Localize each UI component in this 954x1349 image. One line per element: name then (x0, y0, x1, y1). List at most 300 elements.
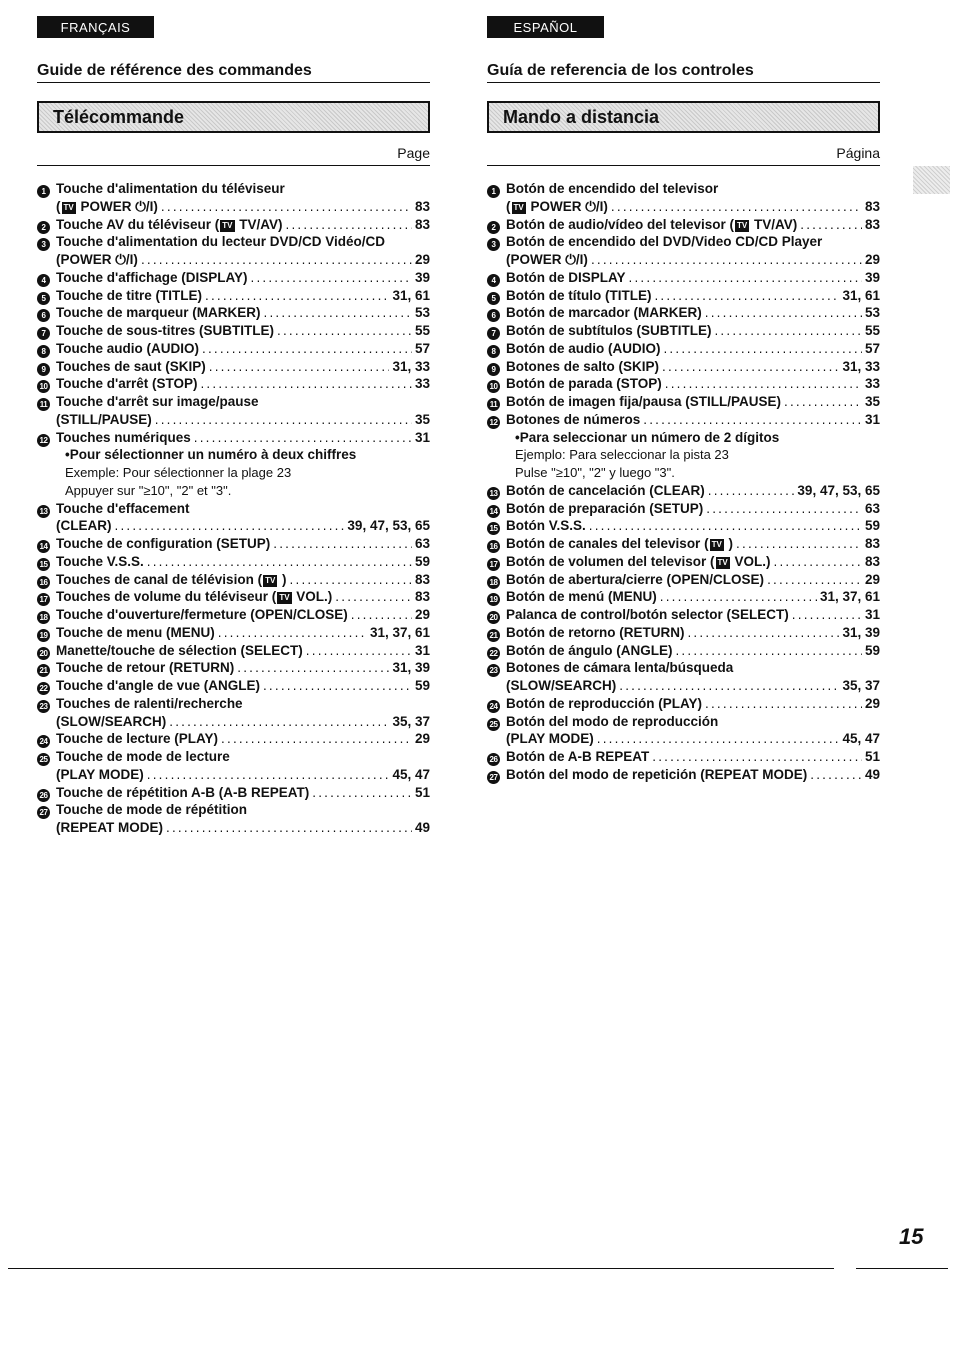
leader-dots (200, 375, 411, 393)
leader-dots (147, 766, 390, 784)
item-page-ref: 53 (864, 305, 880, 321)
list-item (487, 766, 880, 784)
item-label: Ejemplo: Para seleccionar la pista 23 (515, 447, 729, 463)
leader-dots (237, 659, 389, 677)
list-item (37, 713, 430, 731)
item-number-badge: 3 (487, 238, 500, 251)
list-item (37, 695, 430, 713)
leader-dots (654, 287, 839, 305)
page-number: 15 (899, 1224, 924, 1249)
item-number-badge: 23 (37, 700, 50, 713)
item-page-ref: 31 (414, 429, 430, 445)
leader-dots (166, 819, 412, 837)
item-label: Botón del modo de reproducción (506, 713, 719, 729)
section-header-french (37, 101, 430, 133)
item-number-badge: 2 (487, 221, 500, 234)
list-item (487, 730, 880, 748)
item-page-ref: 63 (414, 536, 430, 551)
item-label: Touche audio (AUDIO) (56, 340, 199, 356)
item-label: Touche de mode de répétition (56, 802, 248, 818)
item-number-badge: 6 (37, 309, 50, 322)
leader-dots (141, 251, 412, 269)
leader-dots (800, 216, 862, 234)
list-item (37, 766, 430, 784)
item-label: Touche d'alimentation du téléviseur (56, 181, 285, 196)
item-page-ref: 31 (864, 411, 880, 427)
spanish-column (487, 16, 880, 784)
leader-dots (663, 340, 861, 358)
item-number-badge: 12 (487, 416, 500, 429)
list-item (487, 535, 880, 553)
item-number-badge: 1 (487, 185, 500, 198)
leader-dots (662, 358, 839, 376)
item-label: Botones de salto (SKIP) (506, 358, 660, 374)
list-item (487, 322, 880, 340)
item-page-ref: 29 (864, 695, 880, 711)
item-page-ref: 31, 33 (392, 358, 430, 374)
item-label: Touche V.S.S. (56, 553, 144, 569)
list-item (37, 340, 430, 358)
leader-dots (251, 269, 412, 287)
control-list-french (37, 180, 430, 837)
item-label: Botón de retorno (RETURN) (506, 624, 685, 640)
item-page-ref: 83 (414, 198, 430, 214)
list-item (487, 269, 880, 287)
list-item (487, 216, 880, 234)
item-number-badge: 22 (37, 682, 50, 695)
french-column (37, 16, 430, 837)
item-label: (CLEAR) (56, 518, 112, 534)
item-label: Touche d'angle de vue (ANGLE) (56, 678, 260, 693)
item-number-badge: 15 (487, 522, 500, 535)
item-label: Botón de reproducción (PLAY) (506, 695, 703, 711)
language-tab-spanish: ESPAÑOL (487, 16, 604, 38)
item-number-badge: 26 (487, 753, 500, 766)
item-label: Botón de ángulo (ANGLE) (506, 642, 673, 658)
item-page-ref: 83 (864, 553, 880, 569)
list-item (37, 464, 430, 482)
item-number-badge: 10 (37, 380, 50, 393)
tv-icon: TV (222, 220, 233, 230)
leader-dots (767, 571, 862, 589)
list-item (487, 180, 880, 198)
list-item (37, 411, 430, 429)
item-number-badge: 2 (37, 221, 50, 234)
list-item (37, 748, 430, 766)
item-label: Botón de audio (AUDIO) (506, 340, 661, 356)
item-number-badge: 7 (487, 327, 500, 340)
list-item (487, 624, 880, 642)
list-item (487, 233, 880, 251)
item-label: Botón de DISPLAY (506, 269, 626, 285)
item-label: Botón de marcador (MARKER) (506, 305, 702, 321)
item-label: (POWER ⏻/I) (56, 252, 138, 267)
item-number-badge: 6 (487, 309, 500, 322)
item-page-ref: 29 (864, 571, 880, 587)
guide-title-spanish: Guía de referencia de los controles (487, 61, 880, 83)
item-label: Botón de preparación (SETUP) (506, 500, 704, 516)
item-label: Touches de volume du téléviseur ( TV VOL.) (56, 589, 333, 605)
item-page-ref: 49 (414, 820, 430, 835)
list-item (37, 233, 430, 251)
list-item (487, 287, 880, 305)
leader-dots (619, 677, 839, 695)
item-page-ref: 29 (414, 731, 430, 747)
item-label: Touche de marqueur (MARKER) (56, 305, 261, 321)
list-item (37, 358, 430, 376)
item-page-ref: 49 (864, 766, 880, 782)
item-number-badge: 19 (37, 629, 50, 642)
item-label: Exemple: Pour sélectionner la plage 23 (65, 465, 292, 480)
item-label: Botones de cámara lenta/búsqueda (506, 660, 734, 676)
item-label: Botón de canales del televisor ( TV ) (506, 536, 734, 551)
leader-dots (665, 375, 862, 393)
item-label: Botón de parada (STOP) (506, 376, 662, 392)
list-item (487, 695, 880, 713)
item-label: Botón de encendido del televisor (506, 181, 719, 196)
list-item (487, 517, 880, 535)
leader-dots (589, 517, 862, 535)
item-page-ref: 83 (864, 198, 880, 214)
item-number-badge: 19 (487, 593, 500, 606)
list-item (37, 216, 430, 234)
item-label: Touche d'arrêt sur image/pause (56, 394, 259, 409)
leader-dots (263, 677, 412, 695)
item-page-ref: 31, 33 (842, 358, 880, 374)
item-number-badge: 12 (37, 434, 50, 447)
tv-icon: TV (63, 202, 74, 212)
list-item (487, 659, 880, 677)
item-number-badge: 8 (37, 345, 50, 358)
leader-dots (218, 624, 367, 642)
tv-icon: TV (265, 575, 276, 585)
item-page-ref: 59 (414, 678, 430, 693)
item-label: (SLOW/SEARCH) (56, 713, 167, 729)
item-page-ref: 29 (864, 252, 880, 267)
item-label: Botones de números (506, 411, 641, 427)
item-page-ref: 35, 37 (392, 713, 430, 729)
list-item (37, 180, 430, 198)
list-item (37, 269, 430, 287)
item-page-ref: 31, 37, 61 (369, 624, 430, 640)
item-number-badge: 15 (37, 558, 50, 571)
leader-dots (312, 784, 412, 802)
item-label: Touche d'ouverture/fermeture (OPEN/CLOSE) (56, 607, 348, 622)
item-label: Botón de imagen fija/pausa (STILL/PAUSE) (506, 394, 782, 409)
list-item (487, 429, 880, 447)
list-item (37, 429, 430, 447)
item-label: (REPEAT MODE) (56, 820, 163, 835)
item-label: Touche d'alimentation du lecteur DVD/CD Vidéo/CD (56, 234, 385, 250)
item-number-badge: 26 (37, 789, 50, 802)
list-item (487, 606, 880, 624)
leader-dots (161, 198, 412, 216)
item-page-ref: 33 (864, 376, 880, 392)
item-page-ref: 35 (414, 411, 430, 427)
leader-dots (202, 340, 412, 358)
list-item (37, 659, 430, 677)
item-label: ( TV POWER ⏻/I) (56, 198, 158, 214)
list-item (487, 251, 880, 269)
item-number-badge: 5 (37, 292, 50, 305)
leader-dots (273, 535, 412, 553)
item-label: Touche de lecture (PLAY) (56, 731, 219, 747)
item-label: •Pour sélectionner un numéro à deux chiffres (65, 447, 357, 463)
item-label: Botón de título (TITLE) (506, 287, 652, 303)
list-item (37, 784, 430, 802)
list-item (37, 553, 430, 571)
item-label: Botón de A-B REPEAT (506, 749, 650, 764)
item-number-badge: 16 (487, 540, 500, 553)
tv-icon: TV (737, 220, 748, 230)
item-label: Botón de encendido del DVD/Video CD/CD Player (506, 234, 823, 250)
list-item (37, 198, 430, 216)
list-item (487, 482, 880, 500)
leader-dots (629, 269, 862, 287)
list-item (37, 677, 430, 695)
item-label: Touche de titre (TITLE) (56, 287, 202, 303)
item-page-ref: 83 (864, 536, 880, 551)
leader-dots (705, 304, 862, 322)
list-item (487, 677, 880, 695)
leader-dots (286, 216, 412, 234)
list-item (487, 500, 880, 518)
item-number-badge: 7 (37, 327, 50, 340)
footer-rule-right (856, 1268, 948, 1269)
list-item (37, 482, 430, 500)
tv-icon: TV (513, 202, 524, 212)
list-item (37, 624, 430, 642)
item-number-badge: 9 (37, 363, 50, 376)
item-label: Botón de abertura/cierre (OPEN/CLOSE) (506, 571, 765, 587)
item-page-ref: 83 (414, 571, 430, 587)
item-number-badge: 13 (37, 505, 50, 518)
item-number-badge: 25 (37, 753, 50, 766)
item-label: (SLOW/SEARCH) (506, 678, 617, 693)
item-label: Appuyer sur "≥10", "2" et "3". (65, 482, 232, 498)
item-page-ref: 31 (414, 642, 430, 658)
item-page-ref: 31, 61 (842, 287, 880, 303)
list-item (37, 819, 430, 837)
item-number-badge: 27 (487, 771, 500, 784)
item-page-ref: 35 (864, 394, 880, 409)
leader-dots (169, 713, 389, 731)
list-item (487, 304, 880, 322)
leader-dots (277, 322, 412, 340)
leader-dots (660, 588, 817, 606)
section-title-french: Télécommande (53, 107, 185, 127)
leader-dots (205, 287, 389, 305)
item-page-ref: 45, 47 (842, 731, 880, 747)
item-page-ref: 83 (864, 216, 880, 232)
item-label: Botón de menú (MENU) (506, 589, 657, 605)
list-item (487, 340, 880, 358)
leader-dots (784, 393, 862, 411)
list-item (37, 287, 430, 305)
item-label: Touche de retour (RETURN) (56, 660, 235, 676)
item-number-badge: 4 (37, 274, 50, 287)
item-number-badge: 20 (487, 611, 500, 624)
leader-dots (706, 500, 862, 518)
item-page-ref: 29 (414, 607, 430, 622)
page-column-label-spanish: Página (487, 146, 880, 166)
language-tab-french: FRANÇAIS (37, 16, 154, 38)
list-item (37, 446, 430, 464)
item-page-ref: 53 (414, 305, 430, 321)
item-number-badge: 24 (37, 735, 50, 748)
leader-dots (774, 553, 862, 571)
leader-dots (115, 517, 345, 535)
tv-icon: TV (279, 593, 290, 603)
item-number-badge: 4 (487, 274, 500, 287)
item-label: ( TV POWER ⏻/I) (506, 198, 608, 214)
item-page-ref: 55 (864, 323, 880, 338)
item-page-ref: 59 (414, 553, 430, 569)
item-label: Touche de sous-titres (SUBTITLE) (56, 323, 275, 338)
item-label: •Para seleccionar un número de 2 dígitos (515, 429, 780, 445)
item-label: (PLAY MODE) (56, 766, 144, 782)
item-number-badge: 9 (487, 363, 500, 376)
leader-dots (194, 429, 412, 447)
list-item (37, 251, 430, 269)
leader-dots (792, 606, 862, 624)
item-number-badge: 21 (487, 629, 500, 642)
item-label: Botón de subtítulos (SUBTITLE) (506, 323, 712, 338)
item-page-ref: 29 (414, 252, 430, 267)
list-item (487, 748, 880, 766)
item-number-badge: 11 (37, 398, 50, 411)
list-item (487, 588, 880, 606)
list-item (487, 375, 880, 393)
item-number-badge: 18 (487, 576, 500, 589)
item-number-badge: 25 (487, 718, 500, 731)
list-item (37, 304, 430, 322)
leader-dots (705, 695, 862, 713)
item-label: (STILL/PAUSE) (56, 411, 152, 427)
item-page-ref: 55 (414, 323, 430, 338)
item-number-badge: 20 (37, 647, 50, 660)
list-item (487, 571, 880, 589)
item-label: Touche AV du téléviseur ( TV TV/AV) (56, 216, 283, 232)
list-item (487, 198, 880, 216)
item-number-badge: 1 (37, 185, 50, 198)
leader-dots (687, 624, 839, 642)
item-page-ref: 51 (864, 749, 880, 764)
item-page-ref: 83 (414, 589, 430, 605)
item-page-ref: 39 (864, 269, 880, 285)
item-label: Touche d'arrêt (STOP) (56, 376, 198, 392)
item-number-badge: 17 (487, 558, 500, 571)
item-label: Touche de configuration (SETUP) (56, 536, 271, 551)
leader-dots (597, 730, 840, 748)
item-number-badge: 10 (487, 380, 500, 393)
item-page-ref: 31, 39 (842, 624, 880, 640)
leader-dots (221, 730, 412, 748)
item-page-ref: 83 (414, 216, 430, 232)
item-page-ref: 39 (414, 269, 430, 285)
leader-dots (155, 411, 412, 429)
list-item (37, 517, 430, 535)
item-number-badge: 14 (487, 505, 500, 518)
item-label: (POWER ⏻/I) (506, 252, 588, 267)
list-item (37, 375, 430, 393)
leader-dots (351, 606, 412, 624)
guide-title-french: Guide de référence des commandes (37, 61, 430, 83)
item-number-badge: 5 (487, 292, 500, 305)
item-label: (PLAY MODE) (506, 731, 594, 747)
tv-icon: TV (717, 557, 728, 567)
item-label: Botón de audio/vídeo del televisor ( TV TV/AV) (506, 216, 798, 232)
item-label: Touches de canal de télévision ( TV ) (56, 571, 287, 587)
item-label: Touches de ralenti/recherche (56, 695, 243, 711)
leader-dots (736, 535, 862, 553)
item-label: Touches numériques (56, 429, 191, 445)
item-page-ref: 39, 47, 53, 65 (347, 518, 430, 534)
list-item (37, 535, 430, 553)
item-number-badge: 3 (37, 238, 50, 251)
leader-dots (264, 304, 412, 322)
item-page-ref: 35, 37 (842, 678, 880, 693)
item-label: Pulse "≥10", "2" y luego "3". (515, 465, 675, 480)
item-number-badge: 8 (487, 345, 500, 358)
item-label: Botón de cancelación (CLEAR) (506, 482, 705, 498)
item-number-badge: 21 (37, 664, 50, 677)
list-item (487, 411, 880, 429)
list-item (37, 500, 430, 518)
item-label: Botón de volumen del televisor ( TV VOL.) (506, 553, 771, 569)
item-number-badge: 23 (487, 664, 500, 677)
control-list-spanish (487, 180, 880, 784)
item-label: Touche de répétition A-B (A-B REPEAT) (56, 784, 310, 800)
leader-dots (643, 411, 862, 429)
list-item (37, 322, 430, 340)
item-page-ref: 59 (864, 642, 880, 658)
page-column-label-french: Page (37, 146, 430, 166)
leader-dots (591, 251, 862, 269)
leader-dots (611, 198, 862, 216)
leader-dots (714, 322, 861, 340)
item-page-ref: 57 (864, 340, 880, 356)
item-number-badge: 14 (37, 540, 50, 553)
list-item (37, 801, 430, 819)
item-page-ref: 63 (864, 500, 880, 516)
side-tab-pattern (913, 166, 950, 194)
item-number-badge: 18 (37, 611, 50, 624)
item-label: Manette/touche de sélection (SELECT) (56, 642, 303, 658)
list-item (37, 588, 430, 606)
list-item (37, 642, 430, 660)
item-label: Touche d'affichage (DISPLAY) (56, 269, 248, 285)
leader-dots (209, 358, 390, 376)
footer-rule-left (8, 1268, 834, 1269)
item-number-badge: 11 (487, 398, 500, 411)
item-number-badge: 22 (487, 647, 500, 660)
item-page-ref: 31, 39 (392, 660, 430, 676)
list-item (487, 553, 880, 571)
item-page-ref: 31 (864, 607, 880, 622)
item-page-ref: 57 (414, 340, 430, 356)
list-item (37, 571, 430, 589)
item-page-ref: 39, 47, 53, 65 (797, 482, 880, 498)
item-label: Touche de mode de lecture (56, 749, 230, 764)
item-page-ref: 59 (864, 518, 880, 534)
item-label: Palanca de control/botón selector (SELECT) (506, 607, 789, 622)
item-page-ref: 31, 61 (392, 287, 430, 303)
list-item (487, 446, 880, 464)
item-page-ref: 51 (414, 784, 430, 800)
section-header-spanish (487, 101, 880, 133)
item-page-ref: 31, 37, 61 (819, 589, 880, 605)
